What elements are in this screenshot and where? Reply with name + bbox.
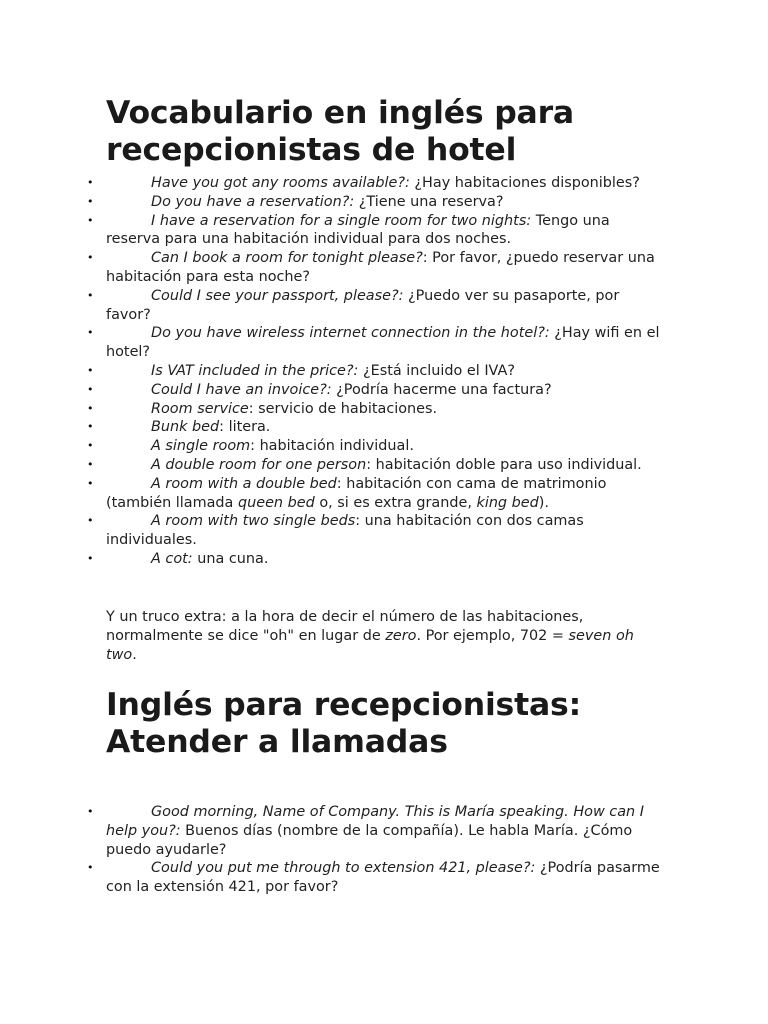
bullet-icon: •: [87, 194, 94, 208]
bullet-icon: •: [87, 476, 94, 490]
list-item: • Do you have wireless internet connection in the hotel?: ¿Hay wifi en el hotel?: [87, 325, 660, 361]
bullet-icon: •: [87, 326, 94, 340]
bullet-icon: •: [87, 514, 94, 528]
phone-calls-list: [87, 803, 666, 897]
list-item: • Room service: servicio de habitaciones.: [87, 400, 438, 417]
list-item: • A room with a double bed: habitación con cama de matrimonio (también llamada queen bed o, si es extra grande, king bed).: [87, 475, 607, 511]
bullet-icon: •: [87, 551, 94, 565]
section-heading-vocabulary: Vocabulario en inglés para recepcionistas de hotel: [106, 95, 574, 168]
extra-tip-paragraph: Y un truco extra: a la hora de decir el número de las habitaciones, normalmente se dice "oh" en lugar de zero. Por ejemplo, 702 = seven oh two.: [106, 609, 634, 663]
list-item: • Could I have an invoice?: ¿Podría hacerme una factura?: [87, 381, 552, 398]
list-item: • Do you have a reservation?: ¿Tiene una reserva?: [87, 193, 504, 210]
bullet-icon: •: [87, 363, 94, 377]
bullet-icon: •: [87, 439, 94, 453]
list-item: • A room with two single beds: una habitación con dos camas individuales.: [87, 513, 584, 549]
bullet-icon: •: [87, 251, 94, 265]
bullet-icon: •: [87, 861, 94, 875]
bullet-icon: •: [87, 176, 94, 189]
list-item: • Could you put me through to extension 421, please?: ¿Podría pasarme con la extensión 421, por favor?: [87, 860, 660, 896]
list-item: • Bunk bed: litera.: [87, 419, 271, 436]
list-item: • Have you got any rooms available?: ¿Hay habitaciones disponibles?: [87, 175, 640, 191]
list-item: • A cot: una cuna.: [87, 550, 269, 567]
bullet-icon: •: [87, 805, 94, 818]
bullet-icon: •: [87, 420, 94, 434]
section-heading-calls: Inglés para recepcionistas: Atender a llamadas: [106, 687, 581, 760]
list-item: • A single room: habitación individual.: [87, 438, 414, 455]
list-item: • Is VAT included in the price?: ¿Está incluido el IVA?: [87, 362, 515, 379]
list-item: • Can I book a room for tonight please?: Por favor, ¿puedo reservar una habitación para esta noche?: [87, 250, 655, 285]
bullet-icon: •: [87, 213, 94, 227]
bullet-icon: •: [87, 457, 94, 471]
list-item: • I have a reservation for a single room for two nights: Tengo una reserva para una habitación individual para dos noches.: [87, 212, 610, 248]
list-item: • A double room for one person: habitación doble para uso individual.: [87, 456, 642, 473]
bullet-icon: •: [87, 382, 94, 396]
list-item: • Good morning, Name of Company. This is María speaking. How can I help you?: Buenos días (nombre de la compañía). Le habla María. ¿Cómo puedo ayudarle?: [87, 804, 644, 858]
bullet-icon: •: [87, 288, 94, 302]
list-item: • Could I see your passport, please?: ¿Puedo ver su pasaporte, por favor?: [87, 287, 620, 323]
vocabulary-list: [87, 174, 666, 569]
bullet-icon: •: [87, 401, 94, 415]
